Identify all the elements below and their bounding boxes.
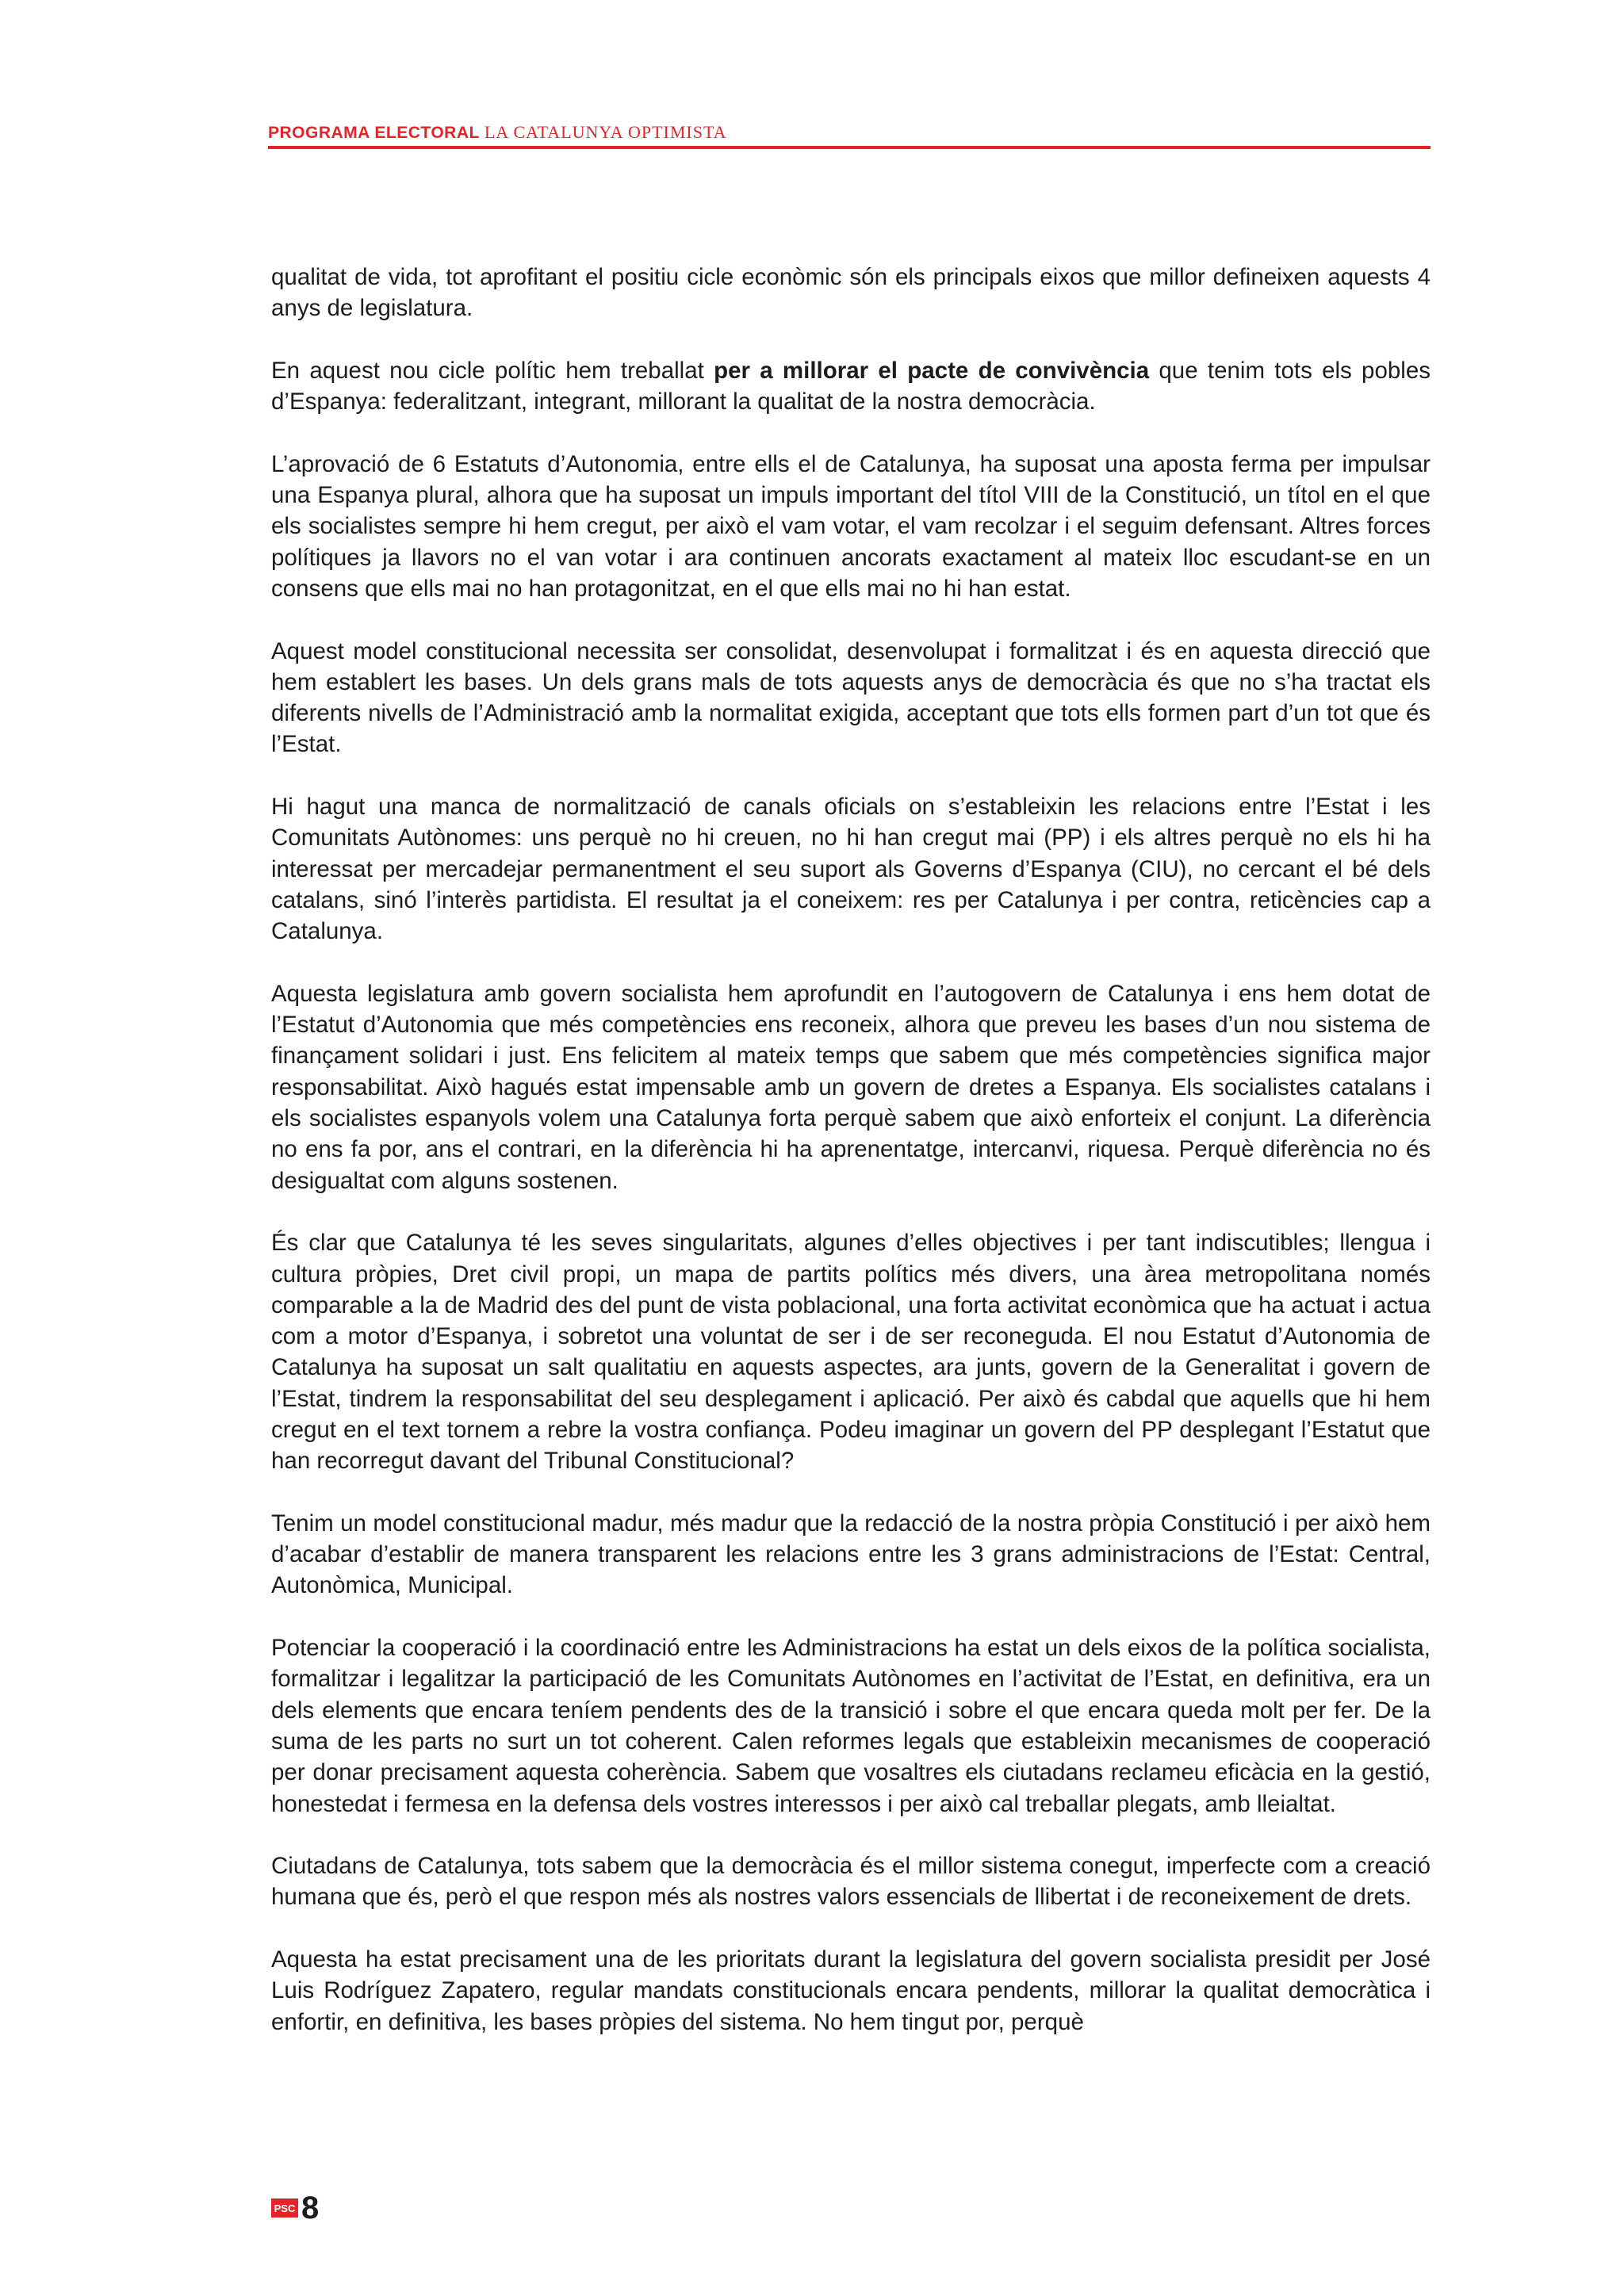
header-subtitle: LA CATALUNYA OPTIMISTA — [484, 122, 727, 142]
body-text — [271, 262, 1431, 2068]
paragraph-10: Ciutadans de Catalunya, tots sabem que la democràcia és el millor sistema conegut, imperfecte com a creació humana que és, però el que respon més als nostres valors essencials de llibertat i de reconeixement de drets. — [271, 1853, 1431, 1911]
paragraph-5: Hi hagut una manca de normalització de canals oficials on s’estableixin les relacions entre l’Estat i les Comunitats Autònomes: uns perquè no hi creuen, no hi han cregut mai (PP) i els altres perquè no els hi ha interessat per mercadejar permanentment el seu suport als Governs d’Espanya (CIU), no cercant el bé dels catalans, sinó l’interès partidista. El resultat ja el coneixem: res per Catalunya i per contra, reticències cap a Catalunya. — [271, 794, 1431, 945]
paragraph-1: qualitat de vida, tot aprofitant el positiu cicle econòmic són els principals eixos que millor defineixen aquests 4 anys de legislatura. — [271, 264, 1431, 322]
paragraph-6: Aquesta legislatura amb govern socialista hem aprofundit en l’autogovern de Catalunya i ens hem dotat de l’Estatut d’Autonomia que més competències ens reconeix, alhora que preveu les bases d’un nou sistema de finançament solidari i just. Ens felicitem al mateix temps que sabem que més competències significa major responsabilitat. Això hagués estat impensable amb un govern de dretes a Espanya. Els socialistes catalans i els socialistes espanyols volem una Catalunya forta perquè sabem que això enforteix el conjunt. La diferència no ens fa por, ans el contrari, en la diferència hi ha aprenentatge, intercanvi, riquesa. Perquè diferència no és desigualtat com alguns sostenen. — [271, 980, 1431, 1194]
paragraph-3: L’aprovació de 6 Estatuts d’Autonomia, entre ells el de Catalunya, ha suposat una aposta ferma per impulsar una Espanya plural, alhora que ha suposat un impuls important del títol VIII de la Constitució, un títol en el que els socialistes sempre hi hem cregut, per això el vam votar, el vam recolzar i el seguim defensant. Altres forces polítiques ja llavors no el van votar i ara continuen ancorats exactament al mateix lloc escudant-se en un consens que ells mai no han protagonitzat, en el que ells mai no hi han estat. — [271, 450, 1431, 602]
paragraph-4: Aquest model constitucional necessita ser consolidat, desenvolupat i formalitzat i és en aquesta direcció que hem establert les bases. Un dels grans mals de tots aquests anys de democràcia és que no s’ha tractat els diferents nivells de l’Administració amb la normalitat exigida, acceptant que tots ells formen part d’un tot que és l’Estat. — [271, 637, 1431, 758]
psc-logo: PSC — [271, 2198, 298, 2218]
paragraph-2-emphasis: per a millorar el pacte de convivència — [714, 357, 1150, 384]
paragraph-7: És clar que Catalunya té les seves singularitats, algunes d’elles objectives i per tant indiscutibles; llengua i cultura pròpies, Dret civil propi, un mapa de partits polítics més divers, una àrea metropolitana només comparable a la de Madrid des del punt de vista poblacional, una forta activitat econòmica que ha actuat i actua com a motor d’Espanya, i sobretot una voluntat de ser i de ser reconeguda. El nou Estatut d’Autonomia de Catalunya ha suposat un salt qualitatiu en aquests aspectes, ara junts, govern de la Generalitat i govern de l’Estat, tindrem la responsabilitat del seu desplegament i aplicació. Per això és cabdal que aquells que hi hem cregut en el text tornem a rebre la vostra confiança. Podeu imaginar un govern del PP desplegant l’Estatut que han recorregut davant del Tribunal Constitucional? — [271, 1230, 1431, 1475]
page-footer — [271, 2191, 319, 2225]
paragraph-8: Tenim un model constitucional madur, més madur que la redacció de la nostra pròpia Constitució i per això hem d’acabar d’establir de manera transparent les relacions entre les 3 grans administracions de l’Estat: Central, Autonòmica, Municipal. — [271, 1510, 1431, 1599]
running-header — [268, 119, 1431, 149]
paragraph-2-post: que tenim tots els pobles d’Espanya: federalitzant, integrant, millorant la qualitat de la nostra democràcia. — [271, 357, 1431, 415]
page-number: 8 — [301, 2191, 320, 2225]
paragraph-9: Potenciar la cooperació i la coordinació entre les Administracions ha estat un dels eixos de la política socialista, formalitzar i legalitzar la participació de les Comunitats Autònomes en l’activitat de l’Estat, en definitiva, era un dels elements que encara teníem pendents des de la transició i sobre el que encara queda molt per fer. De la suma de les parts no surt un tot coherent. Calen reformes legals que estableixin mecanismes de cooperació per donar precisament aquesta coherència. Sabem que vosaltres els ciutadans reclameu eficàcia en la gestió, honestedat i fermesa en la defensa dels vostres interessos i per això cal treballar plegats, amb lleialtat. — [271, 1635, 1431, 1817]
paragraph-2 — [271, 355, 1431, 418]
paragraph-2-pre: En aquest nou cicle polític hem treballat — [271, 357, 714, 384]
paragraph-11: Aquesta ha estat precisament una de les prioritats durant la legislatura del govern socialista presidit per José Luis Rodríguez Zapatero, regular mandats constitucionals encara pendents, millorar la qualitat democràtica i enfortir, en definitiva, les bases pròpies del sistema. No hem tingut por, perquè — [271, 1946, 1431, 2035]
header-program-label: PROGRAMA ELECTORAL — [268, 124, 480, 142]
